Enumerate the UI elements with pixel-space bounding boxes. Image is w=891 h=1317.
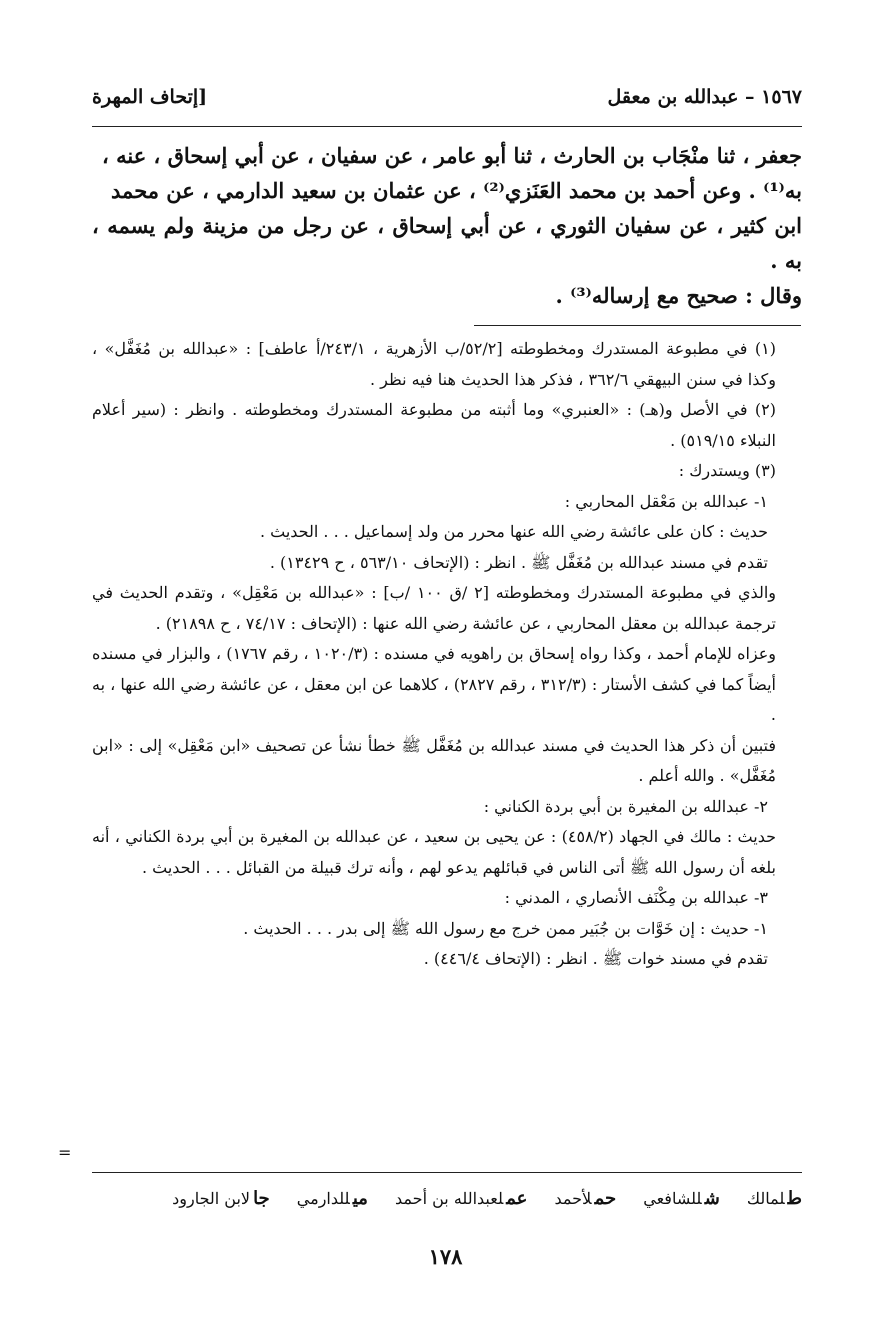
abbr-item: حملأحمد [554,1188,617,1209]
header-book-title: [إتحاف المهرة [92,86,208,108]
footnote-2: (٢) في الأصل و(هـ) : «العنبري» وما أثبته من مطبوعة المستدرك ومخطوطته . وانظر : (سير أعلام النبلاء ٥١٩/١٥) . [92,400,776,450]
footnote-3-text: ١- حديث : إن خَوَّات بن جُبَير ممن خرج مع رسول الله ﷺ إلى بدر . . . الحديث . [243,918,768,938]
running-header [92,86,802,118]
abbreviations-rule [92,1172,802,1173]
header-entry-title: ١٥٦٧ – عبدالله بن معقل [607,86,802,108]
footnote-3-item-heading: ١- عبدالله بن مَعْقل المحاربي : [564,491,768,511]
footnote-3-text: تقدم في مسند عبدالله بن مُغَفَّل ﷺ . انظر : (الإتحاف ٥٦٣/١٠ ، ح ١٣٤٢٩) . [269,552,768,572]
margin-continuation-mark: = [58,1143,72,1162]
footnote-3-text: والذي في مطبوعة المستدرك ومخطوطته [٢ /ق ١٠٠ /ب] : «عبدالله بن مَعْقِل» ، وتقدم الحديث في ترجمة عبدالله بن معقل المحاربي ، عن عائشة رضي الله عنها : (الإتحاف : ٧٤/١٧ ، ح ٢١٨٩٨) . [92,583,776,633]
page-number: ١٧٨ [428,1244,463,1269]
header-rule [92,126,802,127]
footnote-3-text: حديث : مالك في الجهاد (٤٥٨/٢) : عن يحيى بن سعيد ، عن عبدالله بن المغيرة بن أبي بردة الكناني ، أنه بلغه أن رسول الله ﷺ أتى الناس في قبائلهم يدعو لهم ، وأنه ترك قبيلة من القبائل . . . الحديث . [92,827,777,877]
abbr-item: جالابن الجارود [172,1188,270,1209]
abbr-item: ميللدارمي [296,1188,368,1209]
abbr-item: عملعبدالله بن أحمد [395,1188,528,1209]
footnote-separator [474,325,801,326]
main-line: به⁽¹⁾ . وعن أحمد بن محمد العَنَزي⁽²⁾ ، عن عثمان بن سعيد الدارمي ، عن محمد [111,178,802,203]
footnote-3-item-heading: ٢- عبدالله بن المغيرة بن أبي بردة الكناني : [483,796,768,816]
abbreviations-key [92,1188,802,1209]
footnote-3-text: حديث : كان على عائشة رضي الله عنها محرر من ولد إسماعيل . . . الحديث . [259,522,768,541]
main-text [92,138,802,313]
footnote-3-text: وعزاه للإمام أحمد ، وكذا رواه إسحاق بن راهويه في مسنده : (١٠٢٠/٣ ، رقم ١٧٦٧) ، والبزار في مسنده أيضاً كما في كشف الأستار : (٣١٢/٣ ، رقم ٢٨٢٧) ، كلاهما عن ابن معقل ، عن عائشة رضي الله عنها ، به . [92,644,776,724]
footnote-1: (١) في مطبوعة المستدرك ومخطوطته [٥٢/٢/ب الأزهرية ، ٢٤٣/١/أ عاطف] : «عبدالله بن مُغَفَّل» ، وكذا في سنن البيهقي ٣٦٢/٦ ، فذكر هذا الحديث هنا فيه نظر . [92,339,776,389]
footnote-3-text: تقدم في مسند خوات ﷺ . انظر : (الإتحاف ٤٤٦/٤) . [423,949,768,968]
footnote-3: (٣) ويستدرك : [678,461,776,480]
footnotes [92,334,802,975]
abbr-item: طلمالك [746,1188,802,1209]
main-line: ابن كثير ، عن سفيان الثوري ، عن أبي إسحاق ، عن رجل من مزينة ولم يسمه ، به . [92,213,802,273]
footnote-3-item-heading: ٣- عبدالله بن مِكْنَف الأنصاري ، المدني : [504,888,768,907]
abbr-item: شللشافعي [643,1188,720,1209]
main-line: وقال : صحيح مع إرساله⁽³⁾ . [555,283,802,308]
main-line: جعفر ، ثنا منْجَاب بن الحارث ، ثنا أبو عامر ، عن سفيان ، عن أبي إسحاق ، عنه ، [102,143,802,168]
footnote-3-text: فتبين أن ذكر هذا الحديث في مسند عبدالله بن مُغَفَّل ﷺ خطأ نشأ عن تصحيف «ابن مَعْقِل» إلى : «ابن مُغَفَّل» . والله أعلم . [92,735,776,785]
